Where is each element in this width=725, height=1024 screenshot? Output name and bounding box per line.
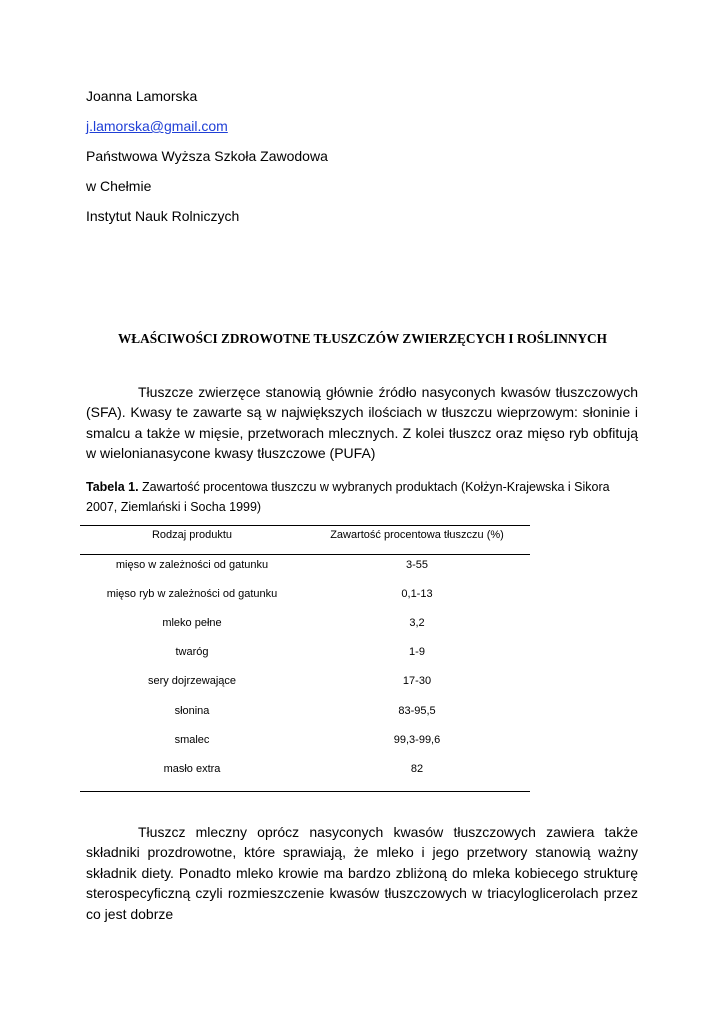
article-title: WŁAŚCIWOŚCI ZDROWOTNE TŁUSZCZÓW ZWIERZĘCYCH I ROŚLINNYCH <box>117 331 608 346</box>
table-header-rule <box>80 554 530 555</box>
paragraph-2-text: Tłuszcz mleczny oprócz nasyconych kwasów tłuszczowych zawiera także składniki prozdrowotne, które sprawiają, że mleko i jego przetwory stanowią ważny składnik diety. Ponadto mleko krowie ma bardzo zbliżoną do mleka kobiecego strukturę sterospecyficzną czyli rozmieszczenie kwasów tłuszczowych w triacyloglicerolach przez co jest dobrze <box>86 824 638 922</box>
cell-fat: 3,2 <box>409 617 425 629</box>
paragraph-2 <box>86 822 638 924</box>
cell-fat: 0,1-13 <box>401 588 433 600</box>
cell-product: smalec <box>174 734 210 746</box>
cell-fat: 83-95,5 <box>398 705 436 717</box>
header-product: Rodzaj produktu <box>151 529 233 541</box>
table-caption-label: Tabela 1. <box>86 480 139 494</box>
cell-product: słonina <box>174 705 210 717</box>
cell-product: mięso ryb w zależności od gatunku <box>106 588 278 600</box>
paragraph-1 <box>86 382 638 464</box>
cell-product: masło extra <box>163 763 221 775</box>
table-row <box>80 731 530 749</box>
cell-product: sery dojrzewające <box>147 675 237 687</box>
table-row <box>80 672 530 690</box>
table-bottom-rule <box>80 791 530 792</box>
cell-product: twaróg <box>175 646 209 658</box>
cell-fat: 99,3-99,6 <box>393 734 441 746</box>
cell-product: mleko pełne <box>162 617 222 629</box>
table-caption-text: Zawartość procentowa tłuszczu w wybranych produktach (Kołżyn-Krajewska i Sikora 2007, Ziemlański i Socha 1999) <box>86 480 610 514</box>
cell-fat: 17-30 <box>402 675 432 687</box>
cell-fat: 82 <box>410 763 424 775</box>
author-email-link[interactable]: j.lamorska@gmail.com <box>86 118 228 134</box>
table-header-row <box>80 526 530 544</box>
institute-name: Instytut Nauk Rolniczych <box>86 208 240 224</box>
institution-line-1: Państwowa Wyższa Szkoła Zawodowa <box>86 148 328 164</box>
table-row <box>80 702 530 720</box>
paragraph-1-text: Tłuszcze zwierzęce stanowią głównie źródło nasyconych kwasów tłuszczowych (SFA). Kwasy te zawarte są w największych ilościach w tłuszczu wieprzowym: słoninie i smalcu a także w mięsie, przetworach mlecznych. Z kolei tłuszcz oraz mięso ryb obfitują w wielonianasycone kwasy tłuszczowe (PUFA) <box>86 384 638 462</box>
table-row <box>80 614 530 632</box>
author-name: Joanna Lamorska <box>86 88 198 104</box>
cell-product: mięso w zależności od gatunku <box>115 559 269 571</box>
table-row <box>80 760 530 778</box>
table-caption <box>86 477 638 517</box>
table-row <box>80 556 530 574</box>
cell-fat: 1-9 <box>409 646 425 658</box>
institution-line-2: w Chełmie <box>86 178 152 194</box>
table-row <box>80 585 530 603</box>
header-fat-percent: Zawartość procentowa tłuszczu (%) <box>330 529 504 541</box>
table-row <box>80 643 530 661</box>
cell-fat: 3-55 <box>405 559 429 571</box>
